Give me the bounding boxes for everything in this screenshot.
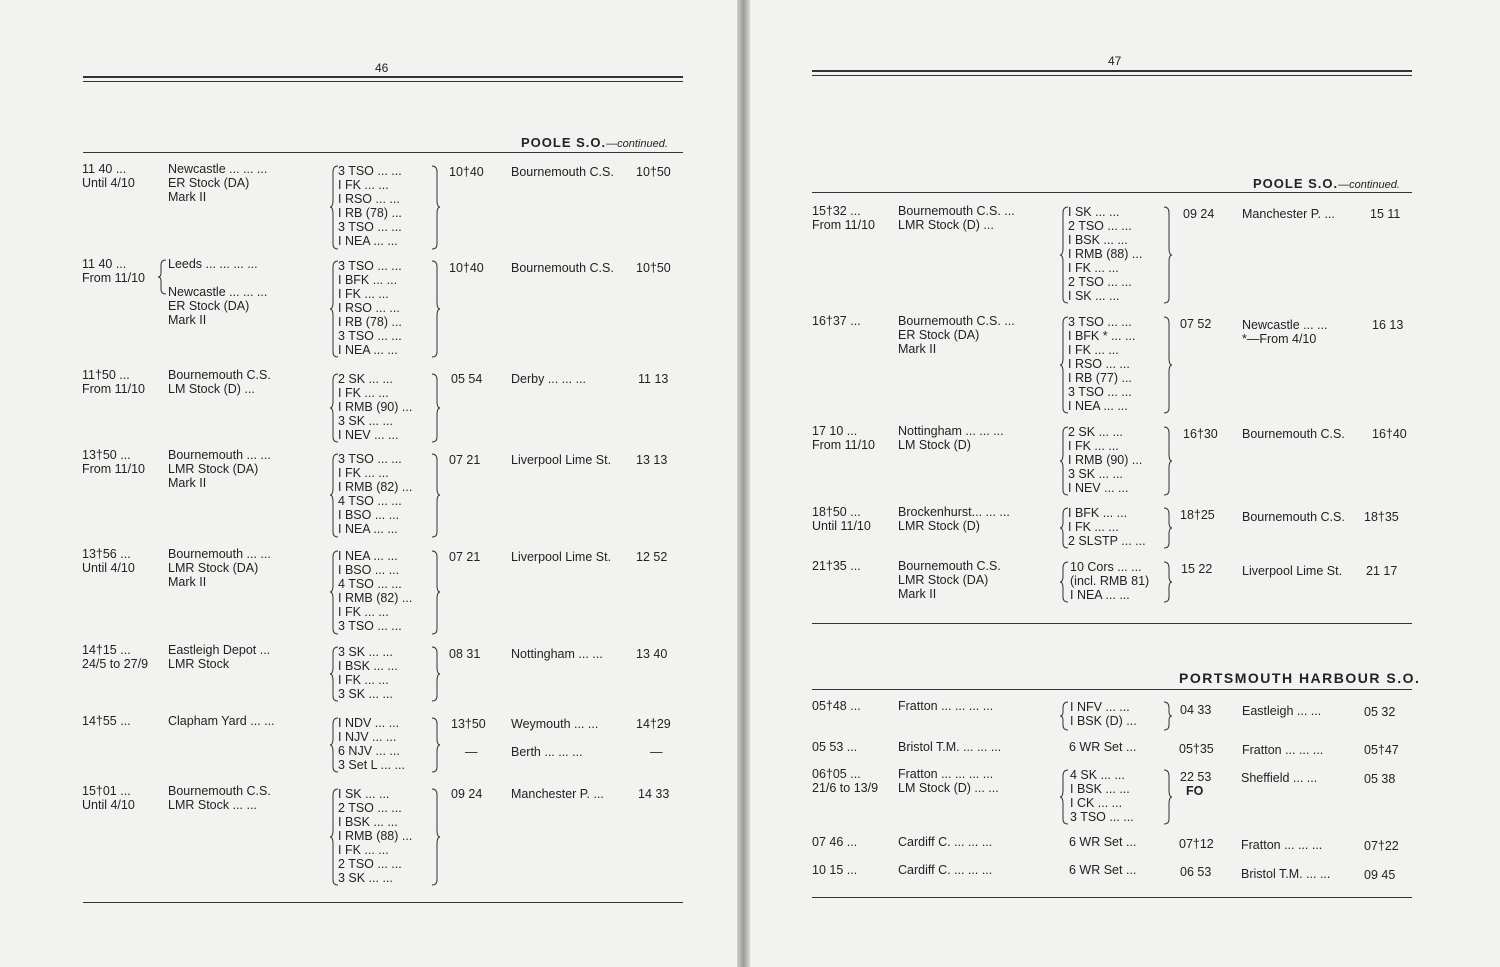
stock-set: 6 WR Set ...	[1069, 740, 1137, 754]
arr-time: —	[465, 745, 478, 759]
stock-item: 3 Set L ... ...	[338, 758, 405, 772]
ret-time: 14 33	[638, 787, 670, 801]
stock-item: I RSO ... ...	[1068, 357, 1130, 371]
stock-item: I RMB (82) ...	[338, 480, 413, 494]
left-page	[0, 0, 737, 967]
dep-time: 11 40 ...	[82, 162, 127, 176]
section-rule	[83, 152, 683, 153]
stock-list	[338, 372, 412, 442]
stock-item: 2 SK ... ...	[338, 372, 393, 386]
origin: ER Stock (DA)	[898, 328, 980, 342]
run-note: Until 4/10	[82, 176, 135, 190]
origin: LMR Stock (D)	[898, 519, 980, 533]
stock-list	[1068, 315, 1135, 413]
stock-item: I RB (77) ...	[1068, 371, 1132, 385]
stock-item: I NDV ... ...	[338, 716, 400, 730]
stock-list	[1068, 506, 1146, 548]
section2-title: PORTSMOUTH HARBOUR S.O.	[1179, 670, 1421, 686]
run-note: 21/6 to 13/9	[812, 781, 879, 795]
stock-item: 3 SK ... ...	[338, 414, 393, 428]
destination: Manchester P. ...	[1242, 207, 1335, 221]
ret-time: 18†35	[1364, 510, 1399, 524]
stock-item: I FK ... ...	[1068, 520, 1119, 534]
stock-item: I NEA ... ...	[338, 343, 398, 357]
ret-time: 13 13	[636, 453, 668, 467]
arr-time: 06 53	[1180, 865, 1212, 879]
page-number: 46	[375, 61, 389, 75]
stock-item: I FK ... ...	[338, 843, 389, 857]
destination: Derby ... ... ...	[511, 372, 587, 386]
stock-item: I RB (78) ...	[338, 206, 402, 220]
fo-note: FO	[1186, 784, 1204, 798]
section-title: POOLE S.O.—continued.	[521, 135, 668, 150]
stock-item: I FK ... ...	[338, 605, 389, 619]
stock-item: 3 SK ... ...	[1068, 467, 1123, 481]
arr-time: 07 21	[449, 453, 481, 467]
stock-item: I BSO ... ...	[338, 508, 400, 522]
dep-time: 14†55 ...	[82, 714, 131, 728]
stock-item: I BSK ... ...	[338, 815, 398, 829]
stock-item: I RSO ... ...	[338, 192, 400, 206]
origin: ER Stock (DA)	[168, 299, 250, 313]
header-rule	[812, 70, 1412, 72]
ret-time: 16†40	[1372, 427, 1407, 441]
stock-item: (incl. RMB 81)	[1070, 574, 1150, 588]
dep-time: 21†35 ...	[812, 559, 861, 573]
arr-time: 09 24	[451, 787, 483, 801]
stock-item: 4 TSO ... ...	[338, 494, 402, 508]
run-note: From 11/10	[82, 462, 145, 476]
origin: Bournemouth C.S.	[898, 559, 1001, 573]
origin: LM Stock (D) ...	[168, 382, 255, 396]
destination: Bournemouth C.S.	[511, 261, 614, 275]
stock-item: I BSK ... ...	[1068, 233, 1128, 247]
dep-time: 15†01 ...	[82, 784, 131, 798]
stock-item: I RMB (90) ...	[338, 400, 413, 414]
run-note: 24/5 to 27/9	[82, 657, 149, 671]
dep-time: 06†05 ...	[812, 767, 861, 781]
ret-time: 15 11	[1370, 207, 1401, 221]
arr-time: 07 52	[1180, 317, 1212, 331]
origin: Nottingham ... ... ...	[898, 424, 1004, 438]
arr-time: 10†40	[449, 165, 484, 179]
ret-time: 07†22	[1364, 839, 1399, 853]
origin: Bournemouth C.S.	[168, 368, 271, 382]
dep-time: 05†48 ...	[812, 699, 861, 713]
origin: Leeds ... ... ... ...	[168, 257, 258, 271]
origin: Bournemouth ... ...	[168, 448, 271, 462]
stock-item: I NJV ... ...	[338, 730, 397, 744]
stock-item: I FK ... ...	[1068, 343, 1119, 357]
destination: Fratton ... ... ...	[1242, 743, 1324, 757]
stock-list	[338, 452, 412, 536]
origin: LMR Stock (D) ...	[898, 218, 994, 232]
destination: Liverpool Lime St.	[511, 453, 612, 467]
run-note: Until 4/10	[82, 798, 135, 812]
destination: Bournemouth C.S.	[1242, 427, 1345, 441]
origin: Mark II	[898, 342, 937, 356]
arr-time: 22 53	[1180, 770, 1212, 784]
stock-item: I BFK ... ...	[1068, 506, 1128, 520]
stock-item: 3 TSO ... ...	[338, 259, 402, 273]
arr-time: 04 33	[1180, 703, 1212, 717]
stock-item: 3 TSO ... ...	[338, 164, 402, 178]
stock-item: 3 TSO ... ...	[338, 329, 402, 343]
origin: LM Stock (D) ... ...	[898, 781, 999, 795]
stock-item: I NEA ... ...	[338, 234, 398, 248]
ret-time: 10†50	[636, 261, 671, 275]
destination: Bournemouth C.S.	[511, 165, 614, 179]
destination: Nottingham ... ...	[511, 647, 603, 661]
origin-bracket	[157, 259, 167, 295]
dep-time: 07 46 ...	[812, 835, 858, 849]
stock-item: I NEV ... ...	[338, 428, 399, 442]
destination: Liverpool Lime St.	[1242, 564, 1343, 578]
stock-item: I RMB (88) ...	[338, 829, 413, 843]
origin: Fratton ... ... ... ...	[898, 699, 994, 713]
origin: ER Stock (DA)	[168, 176, 250, 190]
stock-item: I NEA ... ...	[338, 522, 398, 536]
destination: Fratton ... ... ...	[1241, 838, 1323, 852]
stock-item: I NEV ... ...	[1068, 481, 1129, 495]
stock-item: 2 TSO ... ...	[1068, 275, 1132, 289]
arr-time: 10†40	[449, 261, 484, 275]
dep-time: 05 53 ...	[812, 740, 858, 754]
stock-item: 2 SK ... ...	[1068, 425, 1123, 439]
stock-list	[1070, 768, 1134, 824]
origin: LMR Stock (DA)	[168, 462, 259, 476]
stock-item: I NEA ... ...	[1070, 588, 1130, 602]
origin: Bournemouth ... ...	[168, 547, 271, 561]
stock-item: 3 TSO ... ...	[1068, 385, 1132, 399]
origin: LM Stock (D)	[898, 438, 971, 452]
origin: Bristol T.M. ... ... ...	[898, 740, 1002, 754]
stock-list	[1070, 560, 1149, 602]
stock-item: 2 TSO ... ...	[338, 801, 402, 815]
origin: Mark II	[898, 587, 937, 601]
ret-time: 05 32	[1364, 705, 1396, 719]
arr-time: 05†35	[1179, 742, 1214, 756]
stock-item: I RSO ... ...	[338, 301, 400, 315]
ret-time: 09 45	[1364, 868, 1396, 882]
ret-time: 10†50	[636, 165, 671, 179]
origin: Bournemouth C.S. ...	[898, 204, 1015, 218]
stock-item: I FK ... ...	[1068, 261, 1119, 275]
footer-rule	[812, 897, 1412, 898]
header-rule	[83, 76, 683, 78]
dep-time: 16†37 ...	[812, 314, 861, 328]
stock-item: I FK ... ...	[338, 178, 389, 192]
destination: Liverpool Lime St.	[511, 550, 612, 564]
stock-item: I NEA ... ...	[1068, 399, 1128, 413]
stock-item: I CK ... ...	[1070, 796, 1123, 810]
section-rule	[812, 192, 1412, 193]
origin: LMR Stock (DA)	[898, 573, 989, 587]
stock-item: I SK ... ...	[1068, 289, 1120, 303]
stock-item: I BSK ... ...	[1070, 782, 1130, 796]
stock-item: 3 SK ... ...	[338, 645, 393, 659]
stock-item: 2 TSO ... ...	[338, 857, 402, 871]
origin: Brockenhurst... ... ...	[898, 505, 1010, 519]
run-note: Until 11/10	[812, 519, 871, 533]
stock-item: 10 Cors ... ...	[1070, 560, 1142, 574]
stock-list	[1068, 425, 1142, 495]
dep-time: 15†32 ...	[812, 204, 861, 218]
stock-item: I FK ... ...	[1068, 439, 1119, 453]
ret-time: 12 52	[636, 550, 668, 564]
ret-time: 16 13	[1372, 318, 1404, 332]
ret-time: 13 40	[636, 647, 668, 661]
destination: Berth ... ... ...	[511, 745, 583, 759]
stock-item: 3 TSO ... ...	[1068, 315, 1132, 329]
origin: Mark II	[168, 476, 207, 490]
origin: Cardiff C. ... ... ...	[898, 835, 993, 849]
stock-set: 6 WR Set ...	[1069, 863, 1137, 877]
ret-time: 05 38	[1364, 772, 1396, 786]
stock-item: I FK ... ...	[338, 673, 389, 687]
destination: Weymouth ... ...	[511, 717, 599, 731]
stock-item: I NFV ... ...	[1070, 700, 1130, 714]
destination: Newcastle ... ...	[1242, 318, 1328, 332]
arr-time: 13†50	[451, 717, 486, 731]
section-rule	[812, 689, 1412, 690]
arr-time: 08 31	[449, 647, 481, 661]
dep-time: 11†50 ...	[82, 368, 130, 382]
stock-item: I FK ... ...	[338, 287, 389, 301]
stock-item: 3 TSO ... ...	[338, 619, 402, 633]
origin: Fratton ... ... ... ...	[898, 767, 994, 781]
run-note: From 11/10	[812, 438, 875, 452]
stock-list	[1070, 700, 1137, 728]
stock-item: 4 TSO ... ...	[338, 577, 402, 591]
page-number: 47	[1108, 54, 1122, 68]
stock-item: I RMB (90) ...	[1068, 453, 1143, 467]
dep-time: 11 40 ...	[82, 257, 127, 271]
stock-list	[338, 645, 398, 701]
arr-time: 05 54	[451, 372, 483, 386]
origin: Clapham Yard ... ...	[168, 714, 275, 728]
arr-time: 16†30	[1183, 427, 1218, 441]
destination: Manchester P. ...	[511, 787, 604, 801]
origin: Eastleigh Depot ...	[168, 643, 271, 657]
stock-item: 3 SK ... ...	[338, 687, 393, 701]
stock-item: 3 TSO ... ...	[338, 220, 402, 234]
stock-item: I SK ... ...	[338, 787, 390, 801]
stock-item: 3 TSO ... ...	[338, 452, 402, 466]
dep-time: 17 10 ...	[812, 424, 858, 438]
run-note: From 11/10	[82, 271, 145, 285]
footer-rule	[83, 902, 683, 903]
stock-item: I BFK * ... ...	[1068, 329, 1136, 343]
stock-item: I BSK ... ...	[338, 659, 398, 673]
arr-time: 07 21	[449, 550, 481, 564]
stock-item: I NEA ... ...	[338, 549, 398, 563]
origin: Mark II	[168, 313, 207, 327]
stock-list	[338, 164, 402, 248]
stock-list	[338, 787, 412, 885]
destination-note: *—From 4/10	[1242, 332, 1317, 346]
arr-time: 18†25	[1180, 508, 1215, 522]
origin: Bournemouth C.S.	[168, 784, 271, 798]
origin: Newcastle ... ... ...	[168, 285, 268, 299]
dep-time: 14†15 ...	[82, 643, 131, 657]
arr-time: 09 24	[1183, 207, 1215, 221]
arr-time: 15 22	[1181, 562, 1213, 576]
dep-time: 13†50 ...	[82, 448, 131, 462]
ret-time: 14†29	[636, 717, 671, 731]
right-page	[750, 0, 1500, 967]
stock-item: I RMB (88) ...	[1068, 247, 1143, 261]
stock-item: I FK ... ...	[338, 466, 389, 480]
ret-time: —	[650, 745, 663, 759]
dep-time: 18†50 ...	[812, 505, 861, 519]
origin: Cardiff C. ... ... ...	[898, 863, 993, 877]
destination: Bristol T.M. ... ...	[1241, 867, 1331, 881]
dep-time: 13†56 ...	[82, 547, 131, 561]
stock-set: 6 WR Set ...	[1069, 835, 1137, 849]
section-title: POOLE S.O.—continued.	[1253, 176, 1400, 191]
stock-item: I BSK (D) ...	[1070, 714, 1137, 728]
ret-time: 21 17	[1366, 564, 1398, 578]
stock-item: I BFK ... ...	[338, 273, 398, 287]
origin: Bournemouth C.S. ...	[898, 314, 1015, 328]
run-note: Until 4/10	[82, 561, 135, 575]
stock-item: I RMB (82) ...	[338, 591, 413, 605]
stock-list	[338, 259, 402, 357]
destination: Bournemouth C.S.	[1242, 510, 1345, 524]
stock-item: I BSO ... ...	[338, 563, 400, 577]
destination: Sheffield ... ...	[1241, 771, 1318, 785]
origin: Mark II	[168, 575, 207, 589]
origin: Mark II	[168, 190, 207, 204]
run-note: From 11/10	[812, 218, 875, 232]
ret-time: 05†47	[1364, 743, 1399, 757]
run-note: From 11/10	[82, 382, 145, 396]
stock-item: 2 SLSTP ... ...	[1068, 534, 1146, 548]
stock-item: 3 TSO ... ...	[1070, 810, 1134, 824]
stock-item: 2 TSO ... ...	[1068, 219, 1132, 233]
origin: Newcastle ... ... ...	[168, 162, 268, 176]
stock-item: 3 SK ... ...	[338, 871, 393, 885]
destination: Eastleigh ... ...	[1242, 704, 1322, 718]
arr-time: 07†12	[1179, 837, 1214, 851]
origin: LMR Stock (DA)	[168, 561, 259, 575]
stock-item: I FK ... ...	[338, 386, 389, 400]
stock-item: 6 NJV ... ...	[338, 744, 400, 758]
origin: LMR Stock ... ...	[168, 798, 257, 812]
stock-list	[338, 716, 405, 772]
ret-time: 11 13	[638, 372, 669, 386]
origin: LMR Stock	[168, 657, 230, 671]
book-gutter	[737, 0, 750, 967]
stock-item: 4 SK ... ...	[1070, 768, 1125, 782]
stock-item: I RB (78) ...	[338, 315, 402, 329]
stock-list	[338, 549, 412, 633]
dep-time: 10 15 ...	[812, 863, 858, 877]
stock-list	[1068, 205, 1142, 303]
section-rule	[812, 623, 1412, 624]
stock-item: I SK ... ...	[1068, 205, 1120, 219]
